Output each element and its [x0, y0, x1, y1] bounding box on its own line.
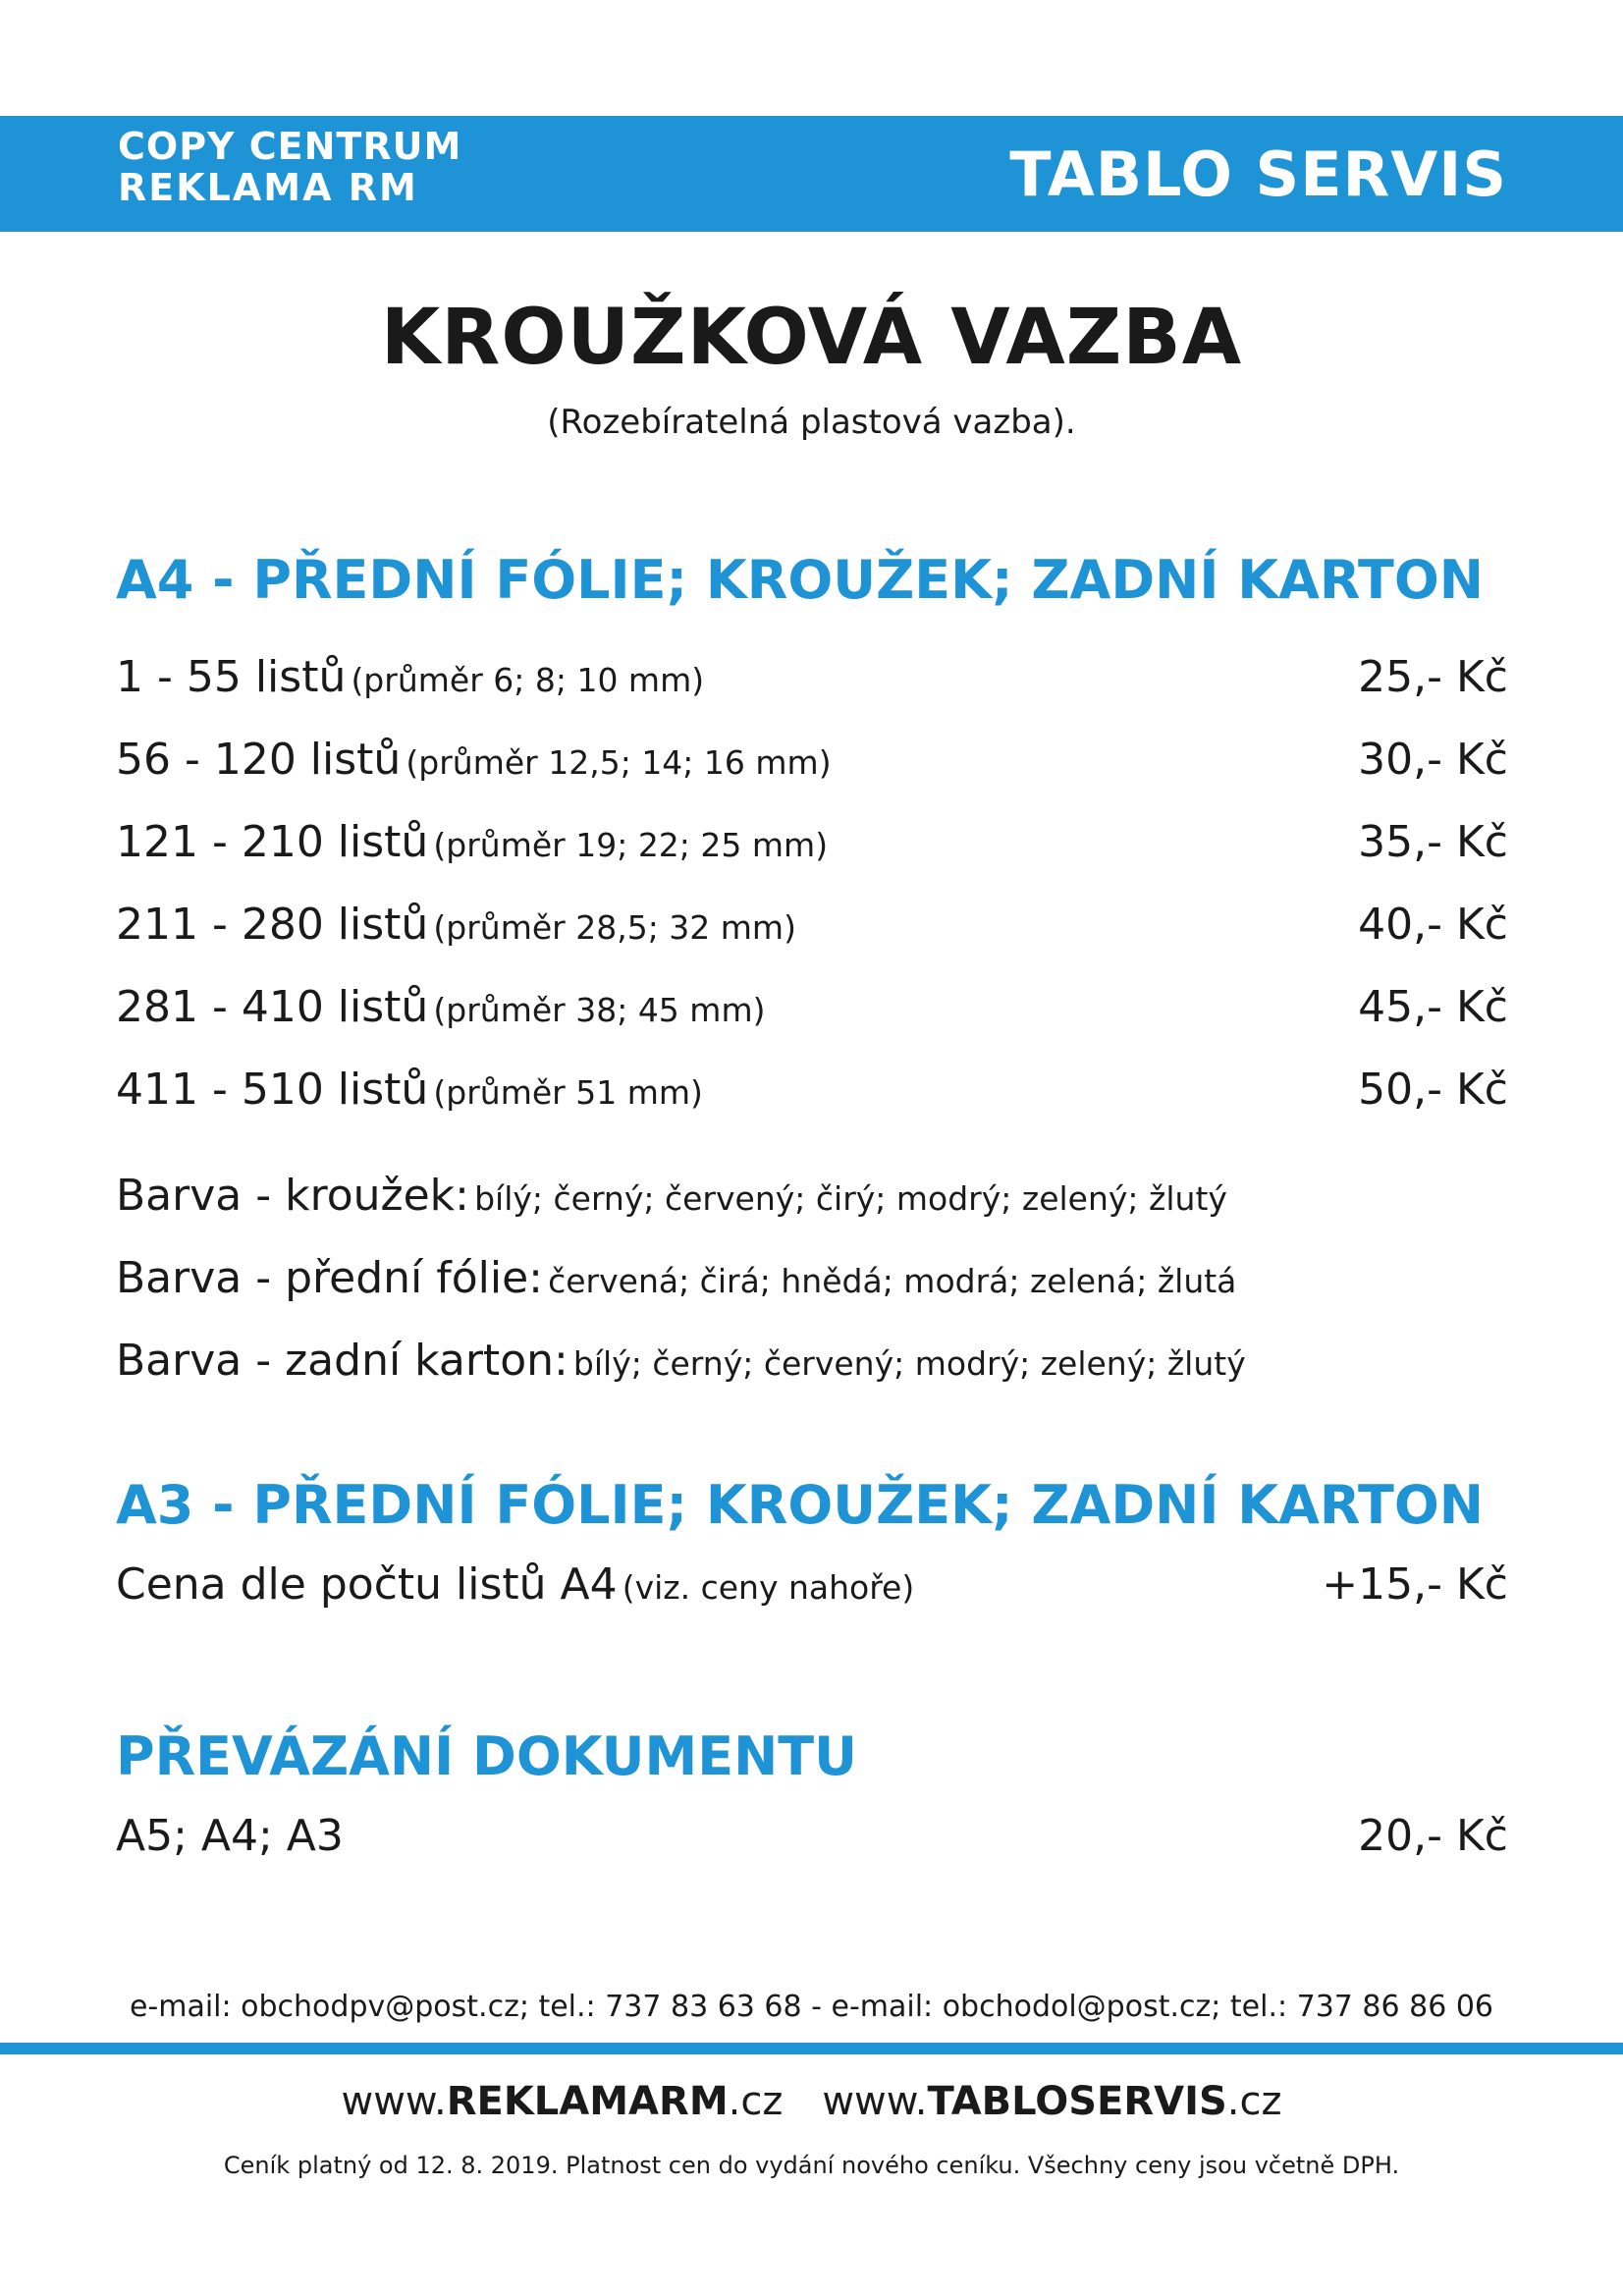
price-row-prevazani [116, 1807, 1508, 1866]
row-price: +15,- Kč [1322, 1559, 1508, 1610]
price-row [116, 978, 1508, 1037]
row-range: 411 - 510 listů [116, 1065, 429, 1115]
row-price: 50,- Kč [1358, 1065, 1508, 1115]
footer-divider [0, 2043, 1623, 2054]
section-heading-a4: A4 - PŘEDNÍ FÓLIE; KROUŽEK; ZADNÍ KARTON [116, 549, 1484, 611]
row-detail: (průměr 38; 45 mm) [433, 991, 766, 1029]
web-suffix: .cz [728, 2079, 784, 2124]
color-values: bílý; černý; červený; modrý; zelený; žlutý [572, 1344, 1246, 1383]
row-price: 20,- Kč [1358, 1811, 1508, 1861]
color-label: Barva - kroužek: [116, 1171, 469, 1221]
row-range: 211 - 280 listů [116, 900, 429, 950]
web-prefix: www. [341, 2079, 447, 2124]
web-name: TABLOSERVIS [927, 2079, 1227, 2124]
color-values: červená; čirá; hnědá; modrá; zelená; žlutá [548, 1262, 1237, 1300]
row-label: A5; A4; A3 [116, 1811, 344, 1861]
brand-copy-centrum-logo [118, 126, 461, 208]
website-reklamarm-link[interactable] [342, 2079, 784, 2124]
row-price: 35,- Kč [1358, 817, 1508, 867]
web-prefix: www. [822, 2079, 928, 2124]
row-detail: (průměr 28,5; 32 mm) [433, 908, 796, 947]
section-heading-prevazani: PŘEVÁZÁNÍ DOKUMENTU [116, 1725, 857, 1787]
color-label: Barva - zadní karton: [116, 1336, 568, 1386]
color-label: Barva - přední fólie: [116, 1253, 543, 1303]
row-range: 1 - 55 listů [116, 652, 347, 702]
section-heading-a3: A3 - PŘEDNÍ FÓLIE; KROUŽEK; ZADNÍ KARTON [116, 1474, 1484, 1536]
price-row [116, 896, 1508, 955]
row-detail: (průměr 6; 8; 10 mm) [351, 661, 705, 699]
row-price: 45,- Kč [1358, 982, 1508, 1032]
website-links [0, 2074, 1623, 2129]
price-row [116, 731, 1508, 790]
color-row-ring [116, 1167, 1227, 1229]
price-row [116, 1061, 1508, 1120]
row-price: 30,- Kč [1358, 735, 1508, 785]
row-detail: (průměr 51 mm) [433, 1073, 703, 1112]
color-row-back-cardboard [116, 1332, 1246, 1394]
contact-line: e-mail: obchodpv@post.cz; tel.: 737 83 63 68 - e-mail: obchodol@post.cz; tel.: 737 86 86 06 [129, 1990, 1494, 2024]
brand-tablo-servis-logo: TABLO SERVIS [1009, 138, 1507, 210]
row-label: Cena dle počtu listů A4 [116, 1559, 618, 1610]
website-tabloservis-link[interactable] [822, 2079, 1281, 2124]
brand-left-line1: COPY CENTRUM [118, 125, 462, 168]
color-values: bílý; černý; červený; čirý; modrý; zelený; žlutý [474, 1179, 1227, 1218]
color-row-front-foil [116, 1249, 1236, 1311]
web-name: REKLAMARM [446, 2079, 729, 2124]
row-range: 281 - 410 listů [116, 982, 429, 1032]
row-detail: (průměr 12,5; 14; 16 mm) [406, 743, 832, 782]
price-row-a3 [116, 1556, 1508, 1614]
row-detail: (viz. ceny nahoře) [622, 1568, 915, 1607]
brand-left-line2: REKLAMA RM [118, 166, 418, 209]
row-price: 40,- Kč [1358, 900, 1508, 950]
row-range: 121 - 210 listů [116, 817, 429, 867]
row-range: 56 - 120 listů [116, 735, 402, 785]
page-subtitle: (Rozebíratelná plastová vazba). [547, 403, 1076, 442]
web-suffix: .cz [1226, 2079, 1282, 2124]
price-row [116, 648, 1508, 707]
row-detail: (průměr 19; 22; 25 mm) [433, 826, 829, 864]
row-price: 25,- Kč [1358, 652, 1508, 702]
header-bar [0, 116, 1623, 232]
price-row [116, 813, 1508, 872]
page-title: KROUŽKOVÁ VAZBA [380, 294, 1243, 382]
validity-note: Ceník platný od 12. 8. 2019. Platnost cen do vydání nového ceníku. Všechny ceny jsou včetně DPH. [223, 2152, 1400, 2179]
